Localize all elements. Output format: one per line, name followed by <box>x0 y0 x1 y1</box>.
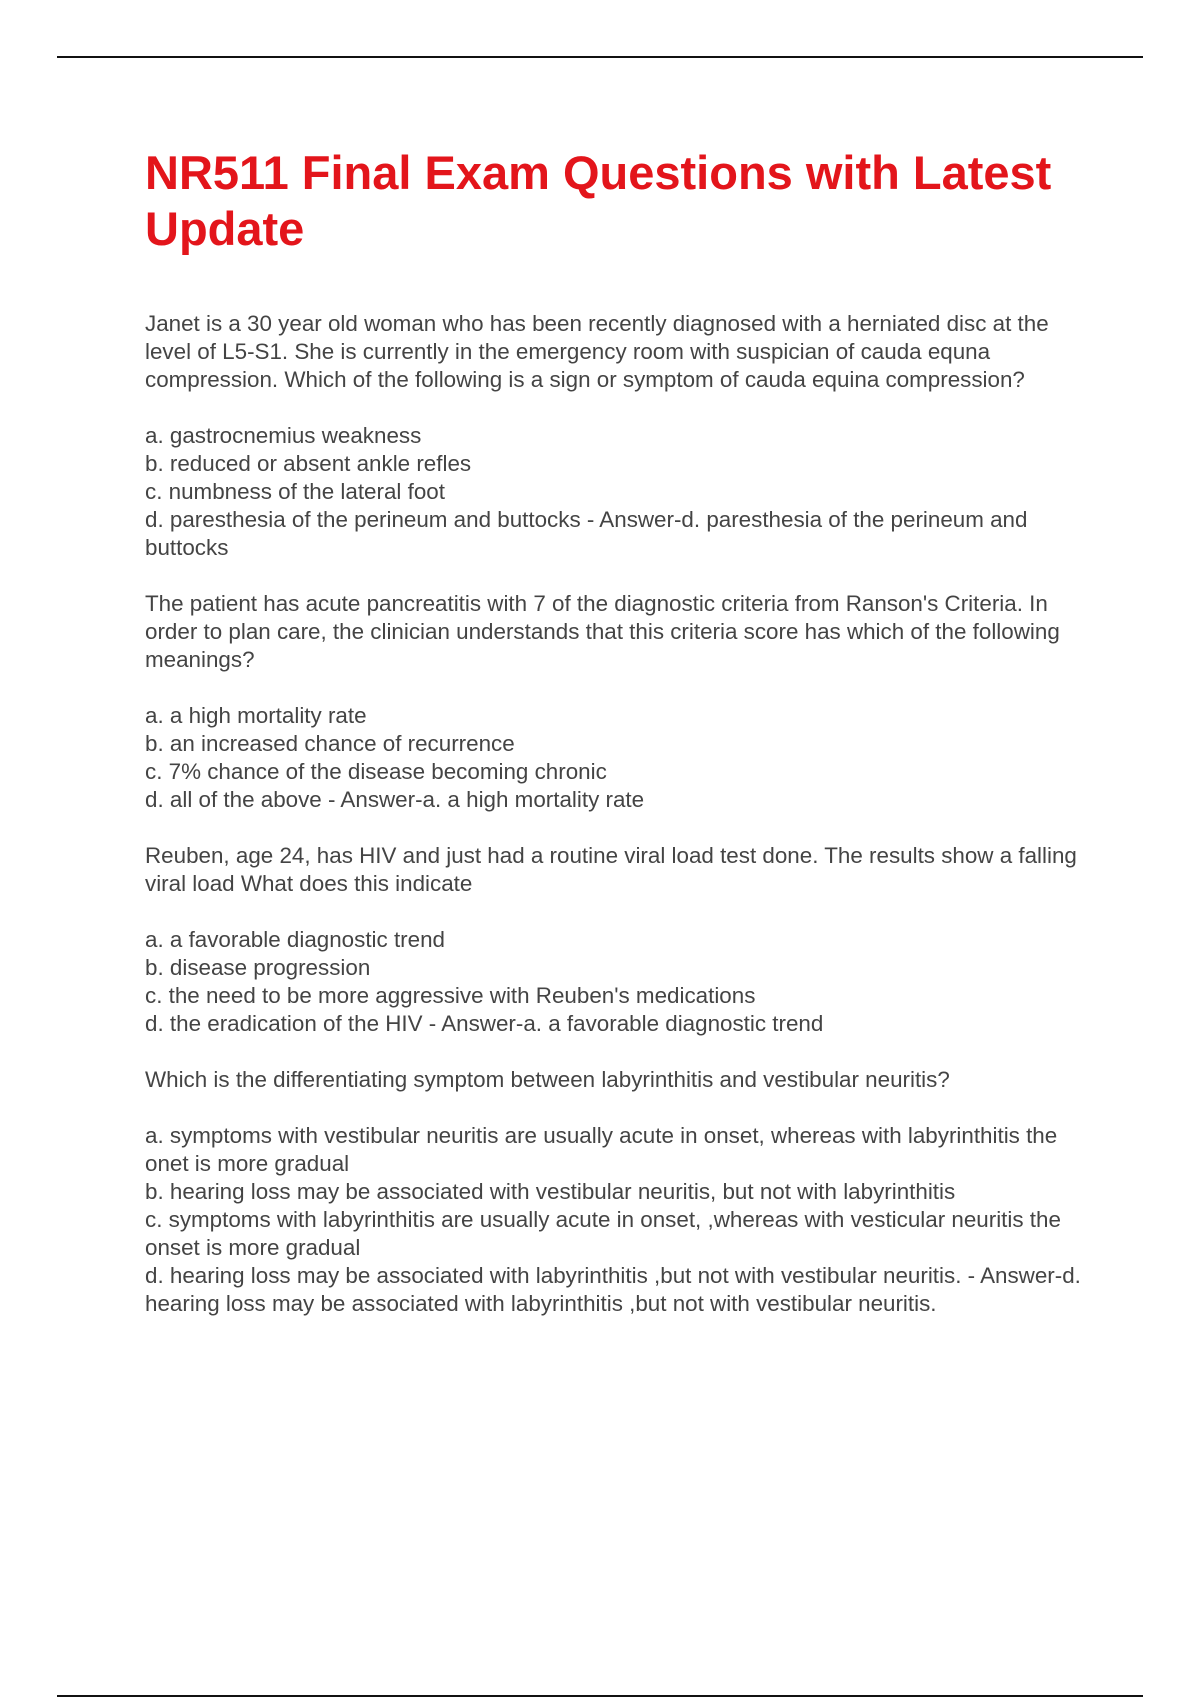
answer-options <box>145 422 1095 562</box>
option-b: b. reduced or absent ankle refles <box>145 451 472 476</box>
bottom-divider <box>57 1695 1143 1697</box>
option-a: a. symptoms with vestibular neuritis are usually acute in onset, whereas with labyrinthitis the onet is more gradual <box>145 1123 1058 1176</box>
question-text: Janet is a 30 year old woman who has been recently diagnosed with a herniated disc at the level of L5-S1. She is currently in the emergency room with suspician of cauda equna compression. Which of the following is a sign or symptom of cauda equina compression? <box>145 311 1049 392</box>
option-d-with-answer: d. the eradication of the HIV - Answer-a. a favorable diagnostic trend <box>145 1011 824 1036</box>
option-c: c. symptoms with labyrinthitis are usually acute in onset, ,whereas with vesticular neuritis the onset is more gradual <box>145 1207 1061 1260</box>
option-b: b. an increased chance of recurrence <box>145 731 515 756</box>
answer-options <box>145 1122 1095 1318</box>
answer-options <box>145 702 1095 814</box>
option-c: c. numbness of the lateral foot <box>145 479 445 504</box>
option-c: c. the need to be more aggressive with Reuben's medications <box>145 983 756 1008</box>
top-divider <box>57 56 1143 58</box>
question-1 <box>145 310 1095 562</box>
option-c: c. 7% chance of the disease becoming chronic <box>145 759 607 784</box>
option-a: a. a high mortality rate <box>145 703 367 728</box>
option-d-with-answer: d. all of the above - Answer-a. a high mortality rate <box>145 787 645 812</box>
question-text: The patient has acute pancreatitis with 7 of the diagnostic criteria from Ranson's Criteria. In order to plan care, the clinician understands that this criteria score has which of the following meanings? <box>145 591 1060 672</box>
page-title: NR511 Final Exam Questions with Latest Update <box>145 146 1052 255</box>
option-b: b. disease progression <box>145 955 371 980</box>
option-d-with-answer: d. hearing loss may be associated with labyrinthitis ,but not with vestibular neuritis. - Answer-d. hearing loss may be associated with labyrinthitis ,but not with vestibular neuritis. <box>145 1263 1081 1316</box>
question-4 <box>145 1066 1095 1318</box>
option-b: b. hearing loss may be associated with vestibular neuritis, but not with labyrinthitis <box>145 1179 956 1204</box>
option-a: a. a favorable diagnostic trend <box>145 927 445 952</box>
option-d-with-answer: d. paresthesia of the perineum and buttocks - Answer-d. paresthesia of the perineum and buttocks <box>145 507 1028 560</box>
question-text: Which is the differentiating symptom between labyrinthitis and vestibular neuritis? <box>145 1067 950 1092</box>
answer-options <box>145 926 1095 1038</box>
option-a: a. gastrocnemius weakness <box>145 423 422 448</box>
question-2 <box>145 590 1095 814</box>
question-3 <box>145 842 1095 1038</box>
document-body <box>145 310 1095 1346</box>
question-text: Reuben, age 24, has HIV and just had a routine viral load test done. The results show a falling viral load What does this indicate <box>145 843 1077 896</box>
